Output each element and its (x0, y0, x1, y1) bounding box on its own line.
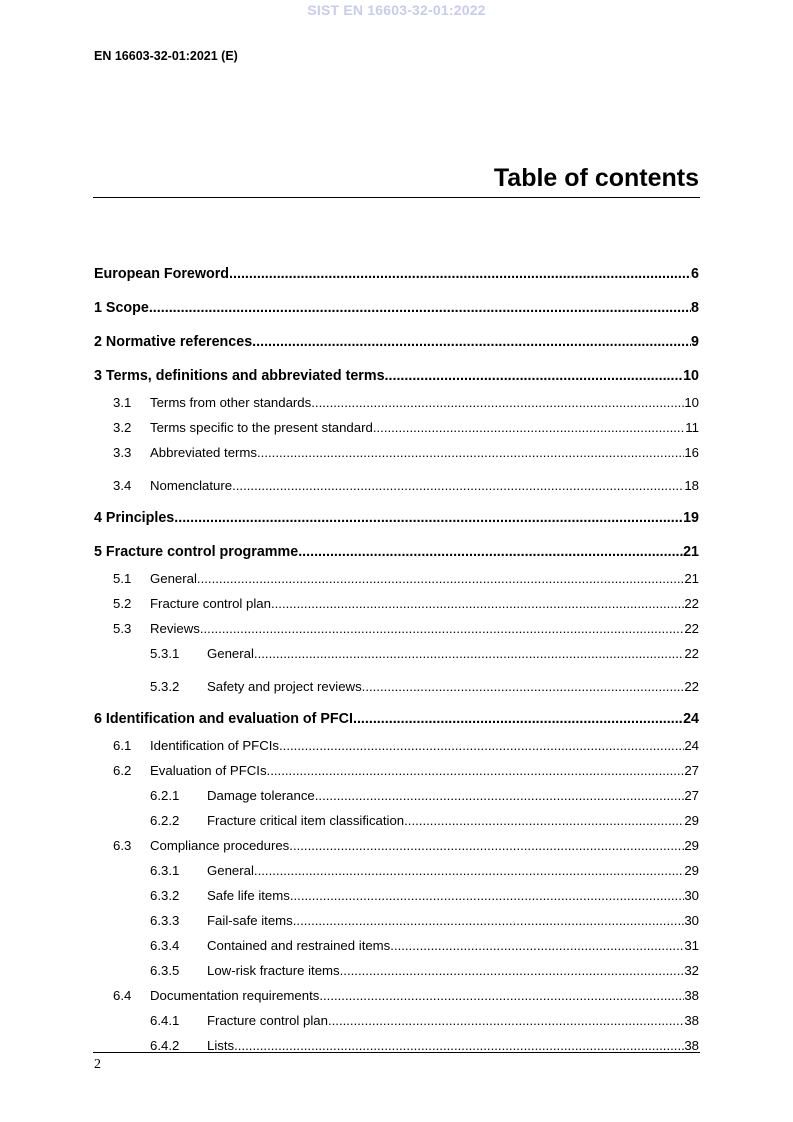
toc-entry-number: 6.4 (113, 988, 132, 1003)
toc-leader-dots (254, 644, 684, 664)
toc-leader-dots (319, 986, 684, 1006)
toc-entry-number: 5.3.2 (150, 679, 180, 694)
toc-entry-page: 10 (684, 395, 699, 410)
toc-entry-title: 6 Identification and evaluation of PFCI (94, 711, 353, 727)
toc-entry-number: 6.1 (113, 738, 132, 753)
toc-leader-dots (200, 619, 684, 639)
toc-entry-number: 6.2 (113, 763, 132, 778)
toc-leader-dots (390, 936, 684, 956)
toc-entry-title: Abbreviated terms (150, 445, 258, 460)
toc-entry[interactable] (94, 831, 699, 856)
toc-entry-title: Fail-safe items (207, 913, 293, 928)
toc-entry-title: Contained and restrained items (207, 938, 391, 953)
toc-leader-dots (353, 707, 683, 731)
toc-entry[interactable] (94, 906, 699, 931)
toc-leader-dots (279, 736, 684, 756)
toc-leader-dots (197, 569, 684, 589)
toc-entry-page: 18 (684, 478, 699, 493)
toc-leader-dots (232, 476, 684, 496)
toc-entry-title: General (150, 571, 197, 586)
toc-entry[interactable] (94, 286, 699, 320)
toc-entry-page: 32 (684, 963, 699, 978)
toc-entry-number: 6.4.1 (150, 1013, 180, 1028)
toc-entry-page: 27 (684, 763, 699, 778)
toc-entry-title: General (207, 863, 254, 878)
toc-entry[interactable] (94, 931, 699, 956)
toc-entry-number: 5.2 (113, 596, 132, 611)
toc-entry-page: 6 (691, 266, 699, 282)
toc-entry-number: 5.1 (113, 571, 132, 586)
toc-entry-title: 3 Terms, definitions and abbreviated terms (94, 368, 385, 384)
toc-entry-page: 22 (684, 679, 699, 694)
toc-entry-page: 11 (685, 420, 699, 435)
toc-entry[interactable] (94, 781, 699, 806)
document-id: EN 16603-32-01:2021 (E) (94, 49, 238, 63)
toc-leader-dots (373, 418, 685, 438)
watermark: SIST EN 16603-32-01:2022 (307, 2, 486, 18)
toc-entry-page: 19 (683, 510, 699, 526)
toc-leader-dots (174, 506, 683, 530)
toc-leader-dots (254, 861, 684, 881)
page-title: Table of contents (493, 164, 699, 192)
toc-leader-dots (252, 330, 691, 354)
toc-entry-number: 3.3 (113, 445, 132, 460)
toc-leader-dots (257, 443, 684, 463)
toc-leader-dots (328, 1011, 684, 1031)
toc-entry-title: 4 Principles (94, 510, 175, 526)
toc-entry-title: Nomenclature (150, 478, 233, 493)
toc-entry-page: 38 (684, 1038, 699, 1053)
toc-entry-title: 2 Normative references (94, 334, 253, 350)
toc-entry-page: 22 (684, 646, 699, 661)
toc-entry-number: 6.3.1 (150, 863, 180, 878)
toc-entry-page: 38 (684, 1013, 699, 1028)
toc-entry-number: 5.3 (113, 621, 132, 636)
toc-entry[interactable] (94, 496, 699, 530)
toc-entry[interactable] (94, 438, 699, 463)
toc-leader-dots (290, 886, 685, 906)
toc-entry-page: 29 (684, 813, 699, 828)
toc-entry-page: 30 (684, 913, 699, 928)
toc-entry-title: Compliance procedures (150, 838, 290, 853)
toc-leader-dots (293, 911, 685, 931)
toc-entry-page: 8 (691, 300, 699, 316)
toc-entry-page: 22 (684, 596, 699, 611)
toc-leader-dots (404, 811, 684, 831)
toc-entry[interactable] (94, 639, 699, 664)
toc-entry-title: Low-risk fracture items (207, 963, 340, 978)
toc-entry[interactable] (94, 756, 699, 781)
toc-entry-title: Fracture control plan (150, 596, 271, 611)
toc-entry-title: 1 Scope (94, 300, 149, 316)
toc-leader-dots (229, 262, 691, 286)
toc-entry-title: Lists (207, 1038, 235, 1053)
toc-leader-dots (385, 364, 684, 388)
toc-entry[interactable] (94, 413, 699, 438)
toc-entry[interactable] (94, 981, 699, 1006)
toc-leader-dots (315, 786, 685, 806)
toc-entry-title: Fracture critical item classification (207, 813, 405, 828)
toc-entry-number: 6.3.2 (150, 888, 180, 903)
page-number: 2 (94, 1057, 101, 1072)
toc-entry[interactable] (94, 252, 699, 286)
toc-entry[interactable] (94, 1006, 699, 1031)
toc-entry-page: 22 (684, 621, 699, 636)
title-divider (93, 197, 700, 198)
toc-leader-dots (267, 761, 685, 781)
toc-entry-number: 3.1 (113, 395, 132, 410)
toc-entry[interactable] (94, 589, 699, 614)
toc-entry[interactable] (94, 731, 699, 756)
toc-leader-dots (298, 540, 683, 564)
toc-entry-title: Identification of PFCIs (150, 738, 280, 753)
toc-entry-number: 6.2.2 (150, 813, 180, 828)
toc-entry[interactable] (94, 463, 699, 496)
toc-entry-number: 6.3 (113, 838, 132, 853)
toc-entry-title: 5 Fracture control programme (94, 544, 299, 560)
toc-entry-number: 3.4 (113, 478, 132, 493)
toc-entry[interactable] (94, 530, 699, 564)
toc-entry-title: General (207, 646, 254, 661)
toc-entry-page: 27 (684, 788, 699, 803)
toc-leader-dots (234, 1036, 684, 1056)
toc-entry-page: 38 (684, 988, 699, 1003)
toc-entry-number: 6.4.2 (150, 1038, 180, 1053)
toc-entry-number: 6.3.3 (150, 913, 180, 928)
toc-entry[interactable] (94, 956, 699, 981)
toc-entry[interactable] (94, 697, 699, 731)
toc-entry-title: Terms specific to the present standard (150, 420, 373, 435)
toc-leader-dots (149, 296, 691, 320)
toc-leader-dots (340, 961, 685, 981)
toc-entry-title: Documentation requirements (150, 988, 320, 1003)
toc-entry-number: 6.3.5 (150, 963, 180, 978)
toc-entry-number: 5.3.1 (150, 646, 180, 661)
toc-entry[interactable] (94, 806, 699, 831)
toc-entry-title: Damage tolerance (207, 788, 315, 803)
toc-leader-dots (289, 836, 684, 856)
toc-entry[interactable] (94, 320, 699, 354)
toc-leader-dots (271, 594, 684, 614)
toc-entry[interactable] (94, 564, 699, 589)
footer-divider (93, 1052, 700, 1053)
toc-entry[interactable] (94, 664, 699, 697)
toc-entry[interactable] (94, 614, 699, 639)
toc-entry-page: 24 (684, 738, 699, 753)
toc-entry-page: 21 (684, 571, 699, 586)
toc-entry-title: Evaluation of PFCIs (150, 763, 267, 778)
toc-entry-number: 3.2 (113, 420, 132, 435)
toc-entry[interactable] (94, 354, 699, 388)
table-of-contents (94, 252, 699, 1056)
toc-entry[interactable] (94, 856, 699, 881)
toc-entry-page: 30 (684, 888, 699, 903)
toc-entry-title: European Foreword (94, 266, 230, 282)
toc-entry-page: 31 (684, 938, 699, 953)
toc-entry[interactable] (94, 388, 699, 413)
toc-entry-page: 16 (684, 445, 699, 460)
toc-entry-title: Reviews (150, 621, 200, 636)
toc-leader-dots (311, 393, 684, 413)
toc-entry-number: 6.3.4 (150, 938, 180, 953)
toc-entry-page: 10 (683, 368, 699, 384)
toc-entry-number: 6.2.1 (150, 788, 180, 803)
toc-entry-title: Safe life items (207, 888, 290, 903)
toc-entry-title: Safety and project reviews (207, 679, 362, 694)
toc-entry-title: Fracture control plan (207, 1013, 328, 1028)
toc-leader-dots (362, 677, 685, 697)
toc-entry-page: 29 (684, 863, 699, 878)
toc-entry-page: 24 (683, 711, 699, 727)
toc-entry-page: 21 (683, 544, 699, 560)
toc-entry-page: 9 (691, 334, 699, 350)
toc-entry-title: Terms from other standards (150, 395, 312, 410)
toc-entry[interactable] (94, 881, 699, 906)
toc-entry-page: 29 (684, 838, 699, 853)
